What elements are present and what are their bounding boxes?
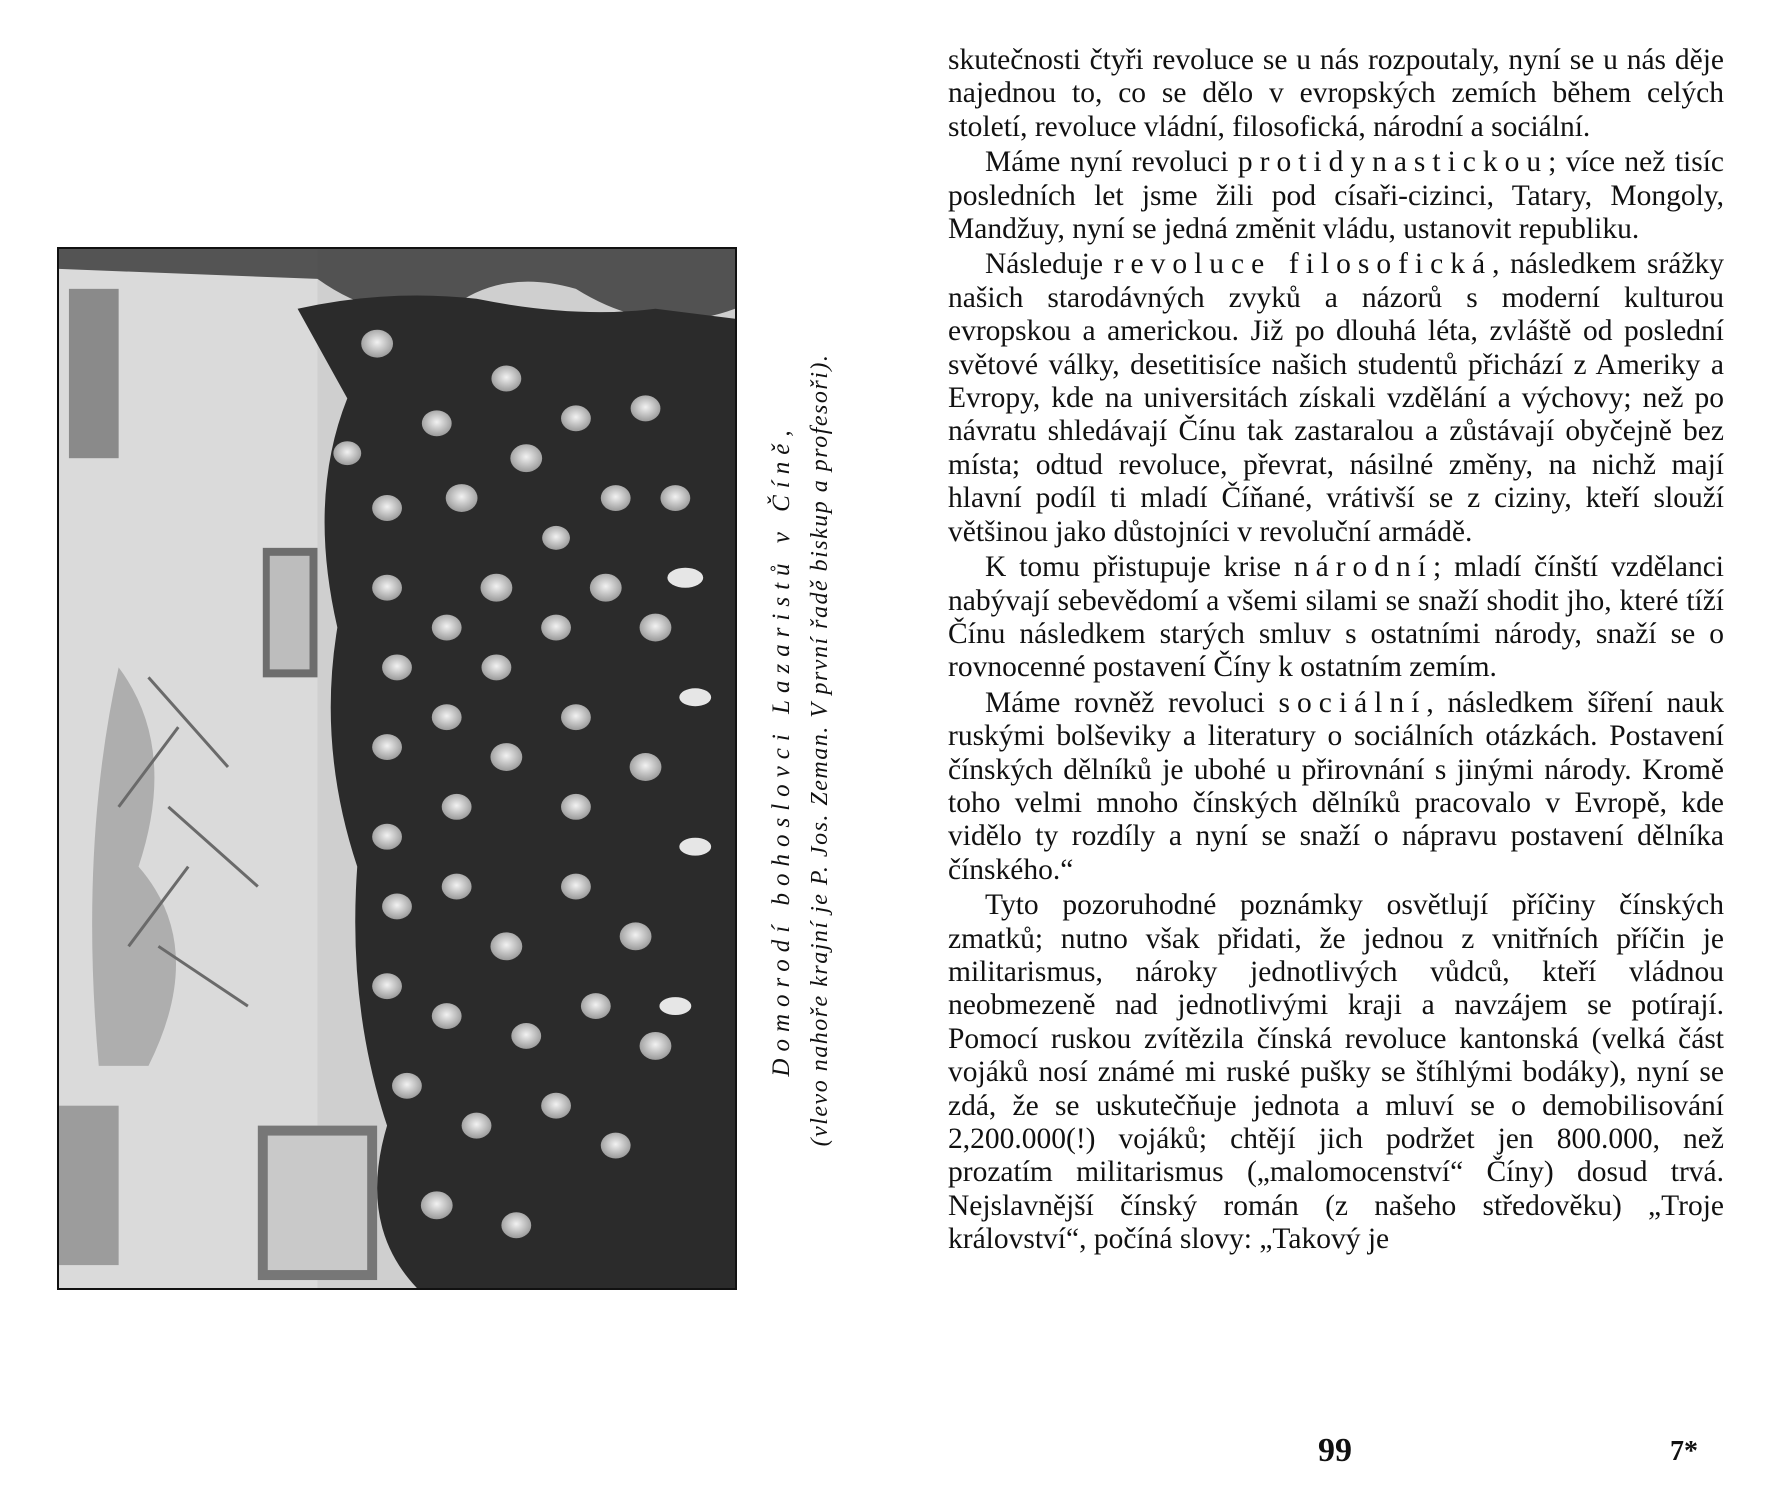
emphasis-narodni: národní: [1293, 551, 1433, 584]
paragraph-1: skutečnosti čtyři revoluce se u nás rozpoutaly, nyní se u nás děje najednou to, co se dělo v evropských zemích během celých století, revoluce vládní, filosofická, národní a sociální.: [948, 44, 1724, 143]
paragraph-3: Následuje revoluce filosofická, následkem srážky našich starodávných zvyků a názorů s moderní kulturou evropskou a americkou. Již po dlouhá léta, zvláště od poslední světové války, desetitisíce našich studentů přichází z Ameriky a Evropy, kde na universitách získali vzdělání a výchovy; než po návratu shledávají Čínu tak zastaralou a zůstávají obyčejně bez místa; odtud revoluce, převrat, násilné změny, na nichž mají hlavní podíl ti mladí Číňané, vrátivší se z ciziny, kteří slouží většinou jako důstojníci v revoluční armádě.: [948, 248, 1724, 548]
paragraph-4: K tomu přistupuje krise národní; mladí čínští vzdělanci nabývají sebevědomí a všemi silami se snaží shodit jho, které tíží Čínu následkem starých smluv s ostatními národy, snaží se o rovnocenné postavení Číny k ostatním zemím.: [948, 551, 1724, 684]
paragraph-5: Máme rovněž revoluci sociální, následkem šíření nauk ruskými bolševiky a literatury o sociálních otázkách. Postavení čínských dělníků je ubohé u přirovnání s jinými národy. Kromě toho velmi mnoho čínských dělníků pracovalo v Evropě, kde vidělo ty rozdíly a nyní se snaží o nápravu postavení dělníka čínského.“: [948, 686, 1724, 886]
paragraph-2: Máme nyní revoluci protidynastickou; více než tisíc posledních let jsme žili pod císaři-cizinci, Tatary, Mongoly, Mandžuy, nyní se jedná změnit vládu, ustanovit republiku.: [948, 146, 1724, 246]
paragraph-6: Tyto pozoruhodné poznámky osvětlují příčiny čínských zmatků; nutno však přidati, že jednou z vnitřních příčin je militarismus, nároky jednotlivých vůdců, kteří vládnou neobmezeně nad jednotlivými kraji a navzájem se potírají. Pomocí ruskou zvítězila čínská revoluce kantonská (velká část vojáků nosí známé mi ruské pušky se štíhlými bodáky), nyní se zdá, že se uskutečňuje jednota a mluví se o demobilisování 2,200.000(!) vojáků; chtějí jich podržet jen 800.000, než prozatím militarismus („malomocenství“ Číny) dosud trvá. Nejslavnější čínský román (z našeho středověku) „Troje království“, počíná slovy: „Takový je: [948, 889, 1724, 1256]
emphasis-protidynastickou: protidynastickou: [1237, 146, 1549, 179]
group-photograph: [57, 247, 737, 1290]
emphasis-socialni: sociální: [1278, 686, 1427, 719]
emphasis-revoluce-filosoficka: revoluce filosofická: [1113, 248, 1493, 281]
photo-caption: [763, 340, 863, 1160]
group-photo-image: [59, 249, 735, 1288]
caption-line-2: (vlevo nahoře krajní je P. Jos. Zeman. V první řadě biskup a profesoři).: [807, 353, 833, 1147]
signature-mark: 7*: [1670, 1436, 1698, 1467]
body-text: [948, 44, 1724, 1257]
caption-line-1: Domorodí bohoslovci Lazaristů v Číně,: [768, 423, 795, 1077]
page-number: 99: [1318, 1432, 1352, 1469]
